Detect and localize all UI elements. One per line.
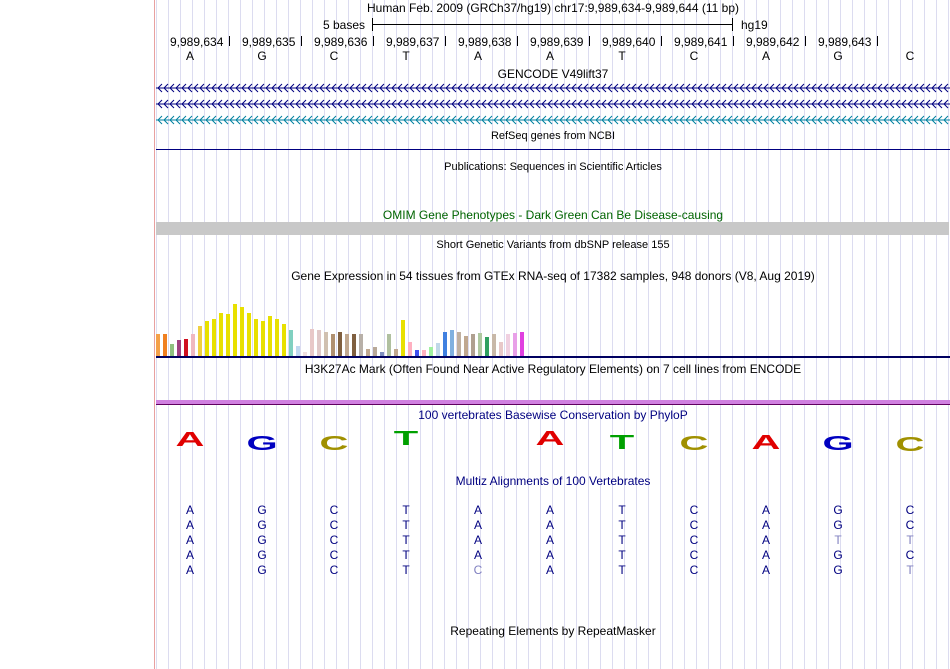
dog-aligned-base: T xyxy=(618,548,626,562)
gtex-tissue-bar[interactable] xyxy=(471,334,475,356)
rhesus-aligned-base: G xyxy=(833,518,843,532)
omim-track-title: OMIM Gene Phenotypes - Dark Green Can Be Disease-causing xyxy=(382,208,724,222)
coordinate-label: 9,989,639 xyxy=(530,35,584,49)
dog-aligned-base: T xyxy=(402,548,410,562)
reference-base: T xyxy=(402,49,410,63)
gtex-tissue-bar[interactable] xyxy=(296,346,300,356)
gtex-tissue-bar[interactable] xyxy=(485,337,489,356)
gtex-tissue-bar[interactable] xyxy=(331,334,335,356)
dog-aligned-base: C xyxy=(329,548,339,562)
gtex-tissue-bar[interactable] xyxy=(478,333,482,356)
reference-base: G xyxy=(833,49,843,63)
multiz-track-title: Multiz Alignments of 100 Vertebrates xyxy=(455,474,651,488)
human-aligned-base: C xyxy=(329,503,339,517)
gtex-track-title: Gene Expression in 54 tissues from GTEx RNA-seq of 17382 samples, 948 donors (V8, Aug 2019) xyxy=(291,269,815,283)
mouse-aligned-base: G xyxy=(257,533,267,547)
conservation-logo: G xyxy=(822,433,854,455)
gtex-tissue-bar[interactable] xyxy=(401,320,405,356)
gtex-tissue-bar[interactable] xyxy=(163,334,167,356)
coordinate-label: 9,989,637 xyxy=(386,35,440,49)
elephant-aligned-base: A xyxy=(545,563,554,577)
refseq-track-title: RefSeq genes from NCBI xyxy=(490,130,616,142)
dog-aligned-base: G xyxy=(833,548,843,562)
dog-aligned-base: A xyxy=(545,548,554,562)
gtex-tissue-bar[interactable] xyxy=(499,342,503,356)
conservation-logo: C xyxy=(679,433,709,455)
conservation-logo: C xyxy=(319,433,349,455)
gtex-tissue-bar[interactable] xyxy=(261,321,265,356)
gtex-tissue-bar[interactable] xyxy=(443,332,447,356)
rhesus-aligned-base: A xyxy=(545,518,554,532)
elephant-aligned-base: A xyxy=(185,563,194,577)
gtex-tissue-bar[interactable] xyxy=(394,349,398,356)
elephant-aligned-base: A xyxy=(761,563,770,577)
conservation-logo: T xyxy=(609,432,635,454)
coordinate-label: 9,989,643 xyxy=(818,35,872,49)
reference-base: C xyxy=(329,49,339,63)
coordinate-label: 9,989,635 xyxy=(242,35,296,49)
gtex-tissue-bar[interactable] xyxy=(513,333,517,356)
rhesus-aligned-base: C xyxy=(689,518,699,532)
gtex-tissue-bar[interactable] xyxy=(240,307,244,356)
gtex-tissue-bar[interactable] xyxy=(268,316,272,356)
mouse-aligned-base: A xyxy=(185,533,194,547)
elephant-aligned-base: T xyxy=(906,563,914,577)
mouse-aligned-base: T xyxy=(834,533,842,547)
gencode-transcript-1[interactable] xyxy=(156,83,950,93)
reference-base: C xyxy=(905,49,915,63)
mouse-aligned-base: A xyxy=(545,533,554,547)
conservation-logo: C xyxy=(895,434,925,456)
conservation-logo: A xyxy=(175,429,205,451)
coordinate-tick xyxy=(805,36,806,46)
gtex-tissue-bar[interactable] xyxy=(191,334,195,356)
publications-track-title: Publications: Sequences in Scientific Articles xyxy=(444,161,662,173)
coordinate-label: 9,989,638 xyxy=(458,35,512,49)
gtex-tissue-bar[interactable] xyxy=(156,334,160,356)
scale-bar xyxy=(372,24,733,25)
gtex-tissue-bar[interactable] xyxy=(219,313,223,356)
gtex-tissue-bar[interactable] xyxy=(387,334,391,356)
gtex-tissue-bar[interactable] xyxy=(324,332,328,356)
coordinate-tick xyxy=(229,36,230,46)
elephant-aligned-base: C xyxy=(473,563,483,577)
rhesus-aligned-base: A xyxy=(761,518,770,532)
assembly-label: hg19 xyxy=(741,18,768,32)
gencode-transcript-2[interactable] xyxy=(156,99,950,109)
rhesus-aligned-base: A xyxy=(185,518,194,532)
coordinate-label: 9,989,642 xyxy=(746,35,800,49)
dog-aligned-base: C xyxy=(689,548,699,562)
dog-aligned-base: G xyxy=(257,548,267,562)
reference-base: C xyxy=(689,49,699,63)
elephant-aligned-base: C xyxy=(329,563,339,577)
reference-base: A xyxy=(185,49,194,63)
coordinate-tick xyxy=(445,36,446,46)
gtex-tissue-bar[interactable] xyxy=(457,332,461,356)
rhesus-aligned-base: T xyxy=(618,518,626,532)
gtex-tissue-bar[interactable] xyxy=(205,321,209,356)
scale-bar-right-tick xyxy=(732,18,733,31)
gtex-tissue-bar[interactable] xyxy=(233,304,237,356)
mouse-aligned-base: T xyxy=(618,533,626,547)
reference-base: A xyxy=(473,49,482,63)
gtex-tissue-bar[interactable] xyxy=(177,340,181,356)
gtex-tissue-bar[interactable] xyxy=(352,334,356,356)
gtex-tissue-bar[interactable] xyxy=(275,319,279,356)
gtex-tissue-bar[interactable] xyxy=(408,342,412,356)
gtex-tissue-bar[interactable] xyxy=(338,332,342,356)
elephant-aligned-base: T xyxy=(402,563,410,577)
mouse-aligned-base: A xyxy=(761,533,770,547)
elephant-aligned-base: C xyxy=(689,563,699,577)
coordinate-label: 9,989,640 xyxy=(602,35,656,49)
gtex-tissue-bar[interactable] xyxy=(170,344,174,356)
gtex-bar-chart[interactable] xyxy=(156,284,556,356)
mouse-aligned-base: C xyxy=(689,533,699,547)
gtex-tissue-bar[interactable] xyxy=(282,324,286,356)
h3k27ac-track-title: H3K27Ac Mark (Often Found Near Active Regulatory Elements) on 7 cell lines from ENCODE xyxy=(304,362,802,376)
human-aligned-base: T xyxy=(618,503,626,517)
gtex-tissue-bar[interactable] xyxy=(366,349,370,356)
human-aligned-base: G xyxy=(833,503,843,517)
coordinate-tick xyxy=(733,36,734,46)
gtex-baseline xyxy=(156,356,950,358)
coordinate-tick xyxy=(373,36,374,46)
rhesus-aligned-base: T xyxy=(402,518,410,532)
gtex-tissue-bar[interactable] xyxy=(373,347,377,356)
gtex-tissue-bar[interactable] xyxy=(429,347,433,356)
refseq-gene-line[interactable] xyxy=(156,149,950,150)
h3k27ac-baseline xyxy=(156,404,950,405)
dog-aligned-base: C xyxy=(905,548,915,562)
reference-base: A xyxy=(761,49,770,63)
human-aligned-base: G xyxy=(257,503,267,517)
label-divider xyxy=(154,0,155,669)
human-aligned-base: C xyxy=(905,503,915,517)
coordinate-tick xyxy=(661,36,662,46)
rhesus-aligned-base: C xyxy=(329,518,339,532)
omim-gene-bar[interactable] xyxy=(156,222,949,235)
dog-aligned-base: A xyxy=(185,548,194,562)
dog-aligned-base: A xyxy=(473,548,482,562)
mouse-aligned-base: C xyxy=(329,533,339,547)
rhesus-aligned-base: C xyxy=(905,518,915,532)
gtex-tissue-bar[interactable] xyxy=(247,313,251,356)
gtex-tissue-bar[interactable] xyxy=(212,319,216,356)
elephant-aligned-base: T xyxy=(618,563,626,577)
conservation-logo: A xyxy=(535,428,565,450)
gtex-tissue-bar[interactable] xyxy=(506,334,510,356)
reference-base: G xyxy=(257,49,267,63)
gtex-tissue-bar[interactable] xyxy=(289,330,293,356)
window-position-text: Human Feb. 2009 (GRCh37/hg19) chr17:9,989,634-9,989,644 (11 bp) xyxy=(366,1,740,15)
gtex-tissue-bar[interactable] xyxy=(198,326,202,356)
coordinate-label: 9,989,634 xyxy=(170,35,224,49)
gtex-tissue-bar[interactable] xyxy=(359,334,363,356)
coordinate-tick xyxy=(517,36,518,46)
rhesus-aligned-base: A xyxy=(473,518,482,532)
human-aligned-base: T xyxy=(402,503,410,517)
gtex-tissue-bar[interactable] xyxy=(450,330,454,356)
human-aligned-base: C xyxy=(689,503,699,517)
gtex-tissue-bar[interactable] xyxy=(464,336,468,356)
dbsnp-track-title: Short Genetic Variants from dbSNP release 155 xyxy=(436,239,670,251)
coordinate-tick xyxy=(589,36,590,46)
gtex-tissue-bar[interactable] xyxy=(184,339,188,356)
gtex-tissue-bar[interactable] xyxy=(254,319,258,356)
human-aligned-base: A xyxy=(185,503,194,517)
coordinate-tick xyxy=(301,36,302,46)
coordinate-tick xyxy=(877,36,878,46)
gencode-transcript-3[interactable] xyxy=(156,115,950,125)
dog-aligned-base: A xyxy=(761,548,770,562)
conservation-logo: G xyxy=(246,433,278,455)
conservation-logo: T xyxy=(393,428,419,450)
mouse-aligned-base: T xyxy=(402,533,410,547)
mouse-aligned-base: T xyxy=(906,533,914,547)
gtex-tissue-bar[interactable] xyxy=(436,343,440,356)
human-aligned-base: A xyxy=(545,503,554,517)
repeatmasker-track-title: Repeating Elements by RepeatMasker xyxy=(450,624,656,638)
gtex-tissue-bar[interactable] xyxy=(520,332,524,356)
elephant-aligned-base: G xyxy=(257,563,267,577)
rhesus-aligned-base: G xyxy=(257,518,267,532)
gtex-tissue-bar[interactable] xyxy=(226,314,230,356)
gtex-tissue-bar[interactable] xyxy=(310,329,314,356)
gtex-tissue-bar[interactable] xyxy=(492,334,496,356)
gencode-track-title: GENCODE V49lift37 xyxy=(497,67,609,81)
human-aligned-base: A xyxy=(473,503,482,517)
coordinate-label: 9,989,636 xyxy=(314,35,368,49)
gtex-tissue-bar[interactable] xyxy=(317,330,321,356)
coordinate-label: 9,989,641 xyxy=(674,35,728,49)
track-label-column xyxy=(0,0,154,669)
reference-base: T xyxy=(618,49,626,63)
elephant-aligned-base: G xyxy=(833,563,843,577)
scale-text: 5 bases xyxy=(323,18,366,32)
human-aligned-base: A xyxy=(761,503,770,517)
mouse-aligned-base: A xyxy=(473,533,482,547)
gtex-tissue-bar[interactable] xyxy=(345,334,349,356)
scale-bar-left-tick xyxy=(372,18,373,31)
conservation-logo: A xyxy=(751,432,781,454)
reference-base: A xyxy=(545,49,554,63)
phylop-track-title: 100 vertebrates Basewise Conservation by PhyloP xyxy=(418,408,688,422)
